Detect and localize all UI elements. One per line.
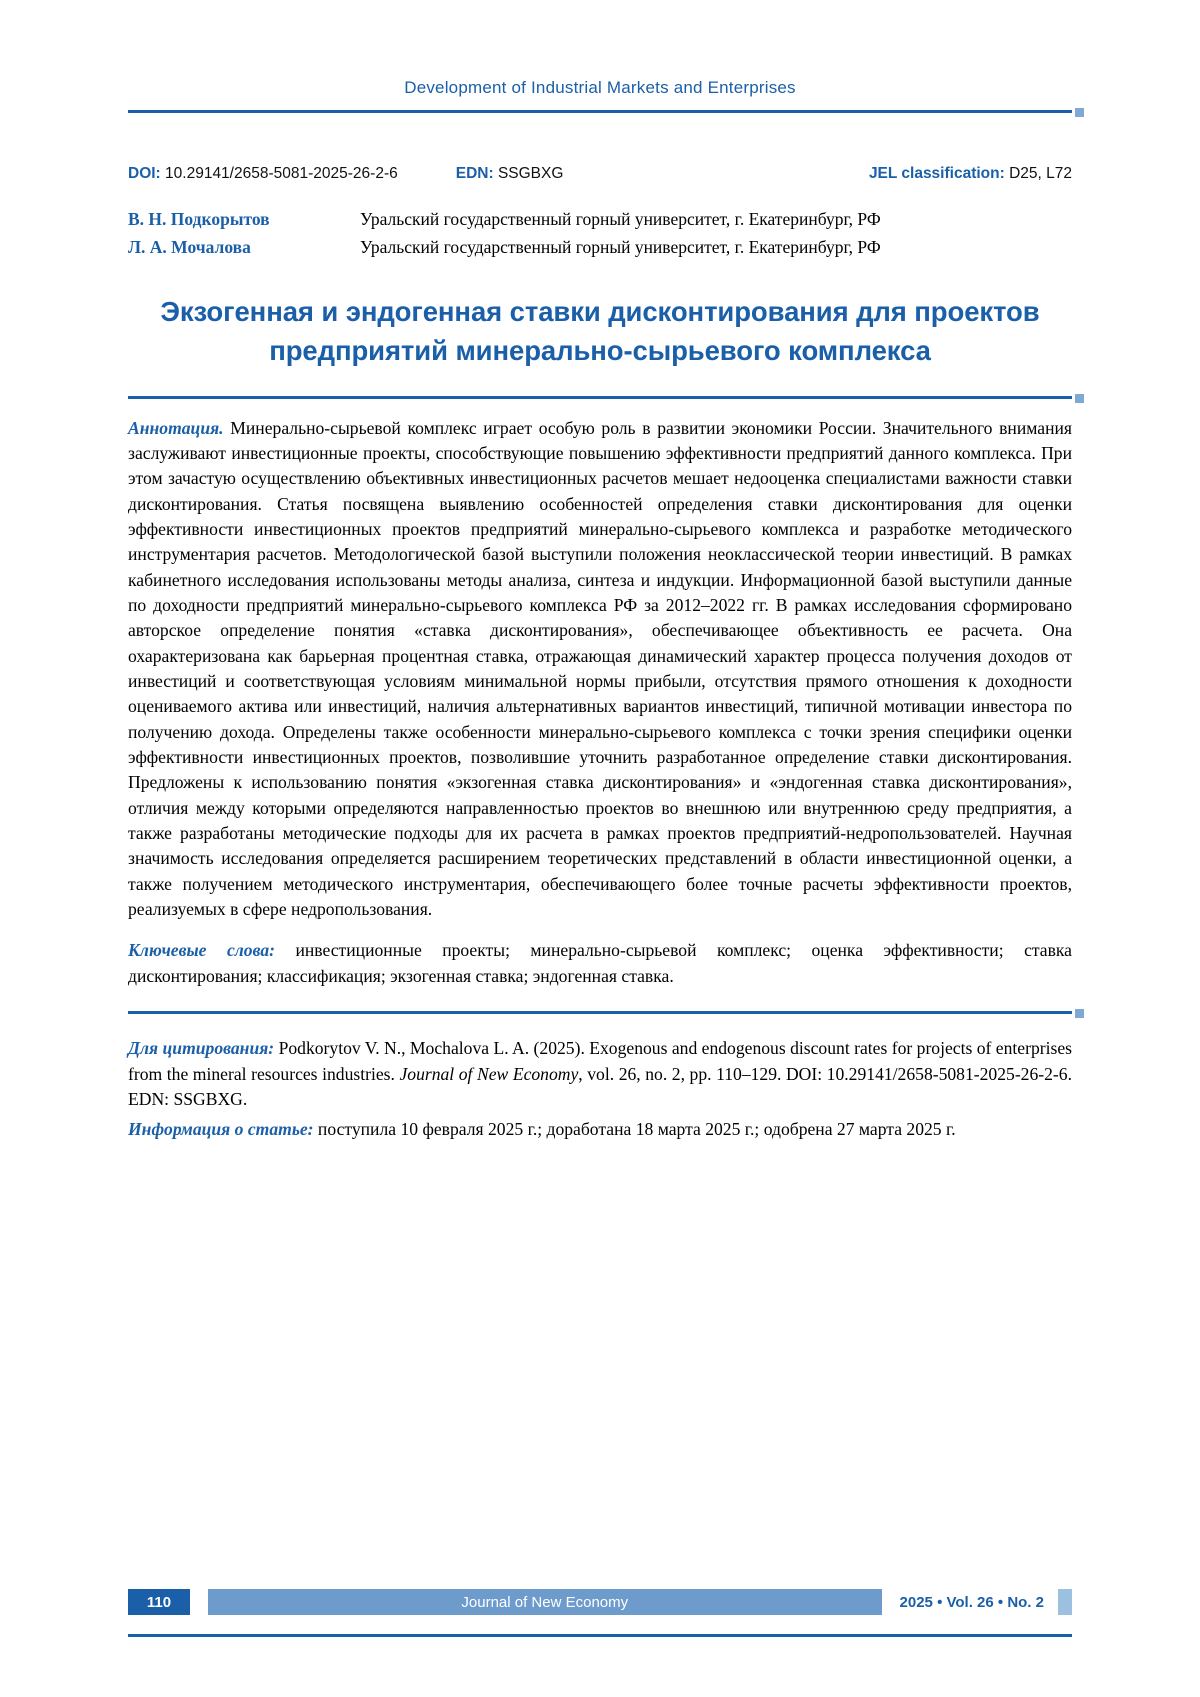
footer-issue: 2025 • Vol. 26 • No. 2 <box>882 1589 1058 1615</box>
author-row <box>128 205 1072 233</box>
citation-divider-endcap <box>1075 1009 1084 1018</box>
page-footer <box>0 1589 1200 1615</box>
citation-paragraph <box>128 1036 1072 1113</box>
footer-content <box>128 1589 1072 1615</box>
title-divider-endcap <box>1075 394 1084 403</box>
footer-journal-title: Journal of New Economy <box>461 1593 629 1611</box>
edn-label: EDN: <box>455 165 494 182</box>
page-number: 110 <box>128 1589 190 1615</box>
doi-label: DOI: <box>128 165 161 182</box>
keywords-text: инвестиционные проекты; минерально-сырьевой комплекс; оценка эффективности; ставка дисконтирования; классификация; экзогенная ставка; эндогенная ставка. <box>128 940 1072 986</box>
article-info-label: Информация о статье: <box>128 1118 314 1139</box>
author-name: В. Н. Подкорытов <box>128 209 270 229</box>
header-divider <box>128 110 1072 113</box>
header-divider-endcap <box>1075 108 1084 117</box>
authors-list <box>128 205 1072 262</box>
author-affiliation: Уральский государственный горный университет, г. Екатеринбург, РФ <box>360 209 881 229</box>
jel-label: JEL classification: <box>868 165 1005 182</box>
author-affiliation: Уральский государственный горный университет, г. Екатеринбург, РФ <box>360 237 881 258</box>
footer-spacer <box>190 1589 208 1615</box>
doi-block <box>128 165 398 183</box>
jel-block <box>869 165 1072 183</box>
author-name: Л. А. Мочалова <box>128 237 251 258</box>
citation-text-part1: Podkorytov V. N., Mochalova L. A. (2025). Exogenous and endogenous discount rates for projects of enterprises from the mineral resources industries. <box>128 1038 1073 1084</box>
metadata-row <box>128 165 1072 183</box>
running-head: Development of Industrial Markets and Enterprises <box>404 78 796 97</box>
title-divider <box>128 396 1072 399</box>
footer-endcap <box>1058 1589 1072 1615</box>
abstract-label: Аннотация. <box>128 417 224 438</box>
article-info-paragraph <box>128 1117 1072 1143</box>
author-row <box>128 233 1072 261</box>
abstract-text: Минерально-сырьевой комплекс играет особую роль в развитии экономики России. Значительного внимания заслуживают инвестиционные проекты, способствующие повышению эффективности предприятий данного комплекса. При этом зачастую осуществлению объективных инвестиционных расчетов мешает недооценка специалистами важности ставки дисконтирования. Статья посвящена выявлению особенностей определения ставки дисконтирования для оценки эффективности инвестиционных проектов предприятий минерально-сырьевого комплекса и разработке методического инструментария расчетов. Методологической базой выступили положения неоклассической теории инвестиций. В рамках кабинетного исследования использованы методы анализа, синтеза и индукции. Информационной базой выступили данные по доходности предприятий минерально-сырьевого комплекса РФ за 2012–2022 гг. В рамках исследования сформировано авторское определение понятия «ставка дисконтирования», обеспечивающее объективность ее расчета. Она охарактеризована как барьерная процентная ставка, отражающая динамический характер процесса получения доходов от инвестиций и соответствующая условиям минимальной нормы прибыли, отсутствия прямого отношения к доходности оцениваемого актива или инвестиций, наличия альтернативных вариантов инвестиций, типичной мотивации инвестора по получению дохода. Определены также особенности минерально-сырьевого комплекса с точки зрения специфики оценки эффективности инвестиционных проектов, позволившие уточнить разработанное определение ставки дисконтирования. Предложены к использованию понятия «экзогенная ставка дисконтирования» и «эндогенная ставка дисконтирования», отличия между которыми определяются направленностью проектов во внешнюю или внутреннюю среду предприятия, а также разработаны методические подходы для их расчета в рамках проектов предприятий-недропользователей. Научная значимость исследования определяется расширением теоретических представлений в области инвестиционной оценки, а также получением методического инструментария, обеспечивающего более точные расчеты эффективности проектов, реализуемых в сфере недропользования. <box>128 417 1072 920</box>
page-title: Экзогенная и эндогенная ставки дисконтирования для проектов предприятий минерально-сырьевого комплекса <box>160 295 1040 366</box>
article-info-text: поступила 10 февраля 2025 г.; доработана 18 марта 2025 г.; одобрена 27 марта 2025 г. <box>313 1118 956 1139</box>
abstract-paragraph <box>128 416 1072 923</box>
jel-value: D25, L72 <box>1009 165 1072 182</box>
edn-block <box>456 165 564 183</box>
citation-divider <box>128 1011 1072 1014</box>
edn-value[interactable]: SSGBXG <box>497 165 564 182</box>
keywords-paragraph <box>128 938 1072 989</box>
citation-journal-name: Journal of New Economy <box>399 1063 579 1084</box>
citation-text-part2: , vol. 26, no. 2, pp. 110–129. DOI: 10.29141/2658-5081-2025-26-2-6. EDN: SSGBXG. <box>128 1063 1072 1109</box>
bottom-divider <box>128 1634 1072 1637</box>
keywords-label: Ключевые слова: <box>128 940 275 961</box>
doi-value[interactable]: 10.29141/2658-5081-2025-26-2-6 <box>165 165 398 182</box>
citation-label: Для цитирования: <box>128 1038 275 1058</box>
